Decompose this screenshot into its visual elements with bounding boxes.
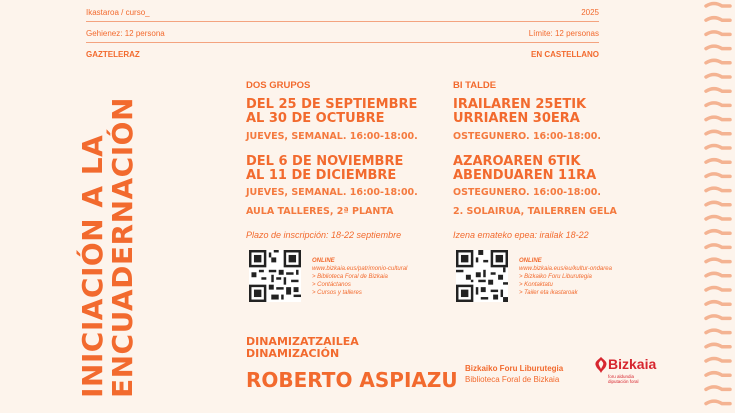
online-link-library-es[interactable]: > Biblioteca Foral de Bizkaia [312,274,388,280]
spiral-coil [706,131,730,134]
group1-schedule-eu: OSTEGUNERO. 16:00-18:00. [453,131,601,142]
spiral-coil [706,344,730,347]
spiral-coil [706,89,730,92]
qr-code-eu[interactable] [456,250,508,302]
group2-dates-eu [453,155,596,183]
spiral-coil [706,46,730,49]
group2-dates-es-line2: AL 11 DE DICIEMBRE [246,168,397,183]
group2-dates-es-line1: DEL 6 DE NOVIEMBRE [246,154,404,169]
spiral-coil [706,330,730,333]
library-name-es: Biblioteca Foral de Bizkaia [465,375,560,384]
place-es: AULA TALLERES, 2ª PLANTA [246,206,394,217]
spiral-coil [706,146,730,149]
header-divider-2 [86,42,599,43]
bizkaia-logo-text: Bizkaia [608,356,657,372]
spiral-coil [706,18,730,21]
spiral-coil [706,231,730,234]
online-title-es: ONLINE [312,258,335,264]
spiral-coil [706,202,730,205]
groups-heading-es: DOS GRUPOS [246,80,311,91]
logo-sub-es: diputación foral [608,379,639,384]
facilitator-name: ROBERTO ASPIAZU [246,368,458,392]
spiral-coil [706,117,730,120]
group1-dates-eu-line1: IRAILAREN 25ETIK [453,97,587,112]
spiral-coil [706,245,730,248]
online-link-courses-es[interactable]: > Cursos y talleres [312,290,362,296]
group2-schedule-eu: OSTEGUNERO. 16:00-18:00. [453,187,601,198]
spiral-coil [706,103,730,106]
online-link-contact-eu[interactable]: > Kontaktatu [519,282,553,288]
place-eu: 2. SOLAIRUA, TAILERREN GELA [453,206,617,217]
groups-heading-eu: BI TALDE [453,80,497,91]
course-title-line-2: ENCUADERNACIÓN [106,97,139,398]
language-tag-eu: GAZTELERAZ [86,50,140,59]
online-link-courses-eu[interactable]: > Tailer eta ikastaroak [519,290,578,296]
spiral-coil [706,217,730,220]
spiral-coil [706,32,730,35]
online-title-eu: ONLINE [519,258,542,264]
deadline-eu: Izena emateko epea: irailak 18-22 [453,230,589,240]
spiral-coil [706,75,730,78]
group2-dates-eu-line1: AZAROAREN 6TIK [453,154,581,169]
language-tag-es: EN CASTELLANO [531,50,599,59]
spiral-coil [706,259,730,262]
course-title-line-1: INICIACIÓN A LA [76,134,109,398]
header-course-label: Ikastaroa / curso_ [86,8,150,17]
capacity-eu: Gehienez: 12 persona [86,29,165,38]
spiral-binding-decoration [700,0,735,413]
group1-dates-eu-line2: URRIAREN 30ERA [453,111,580,126]
online-link-contact-es[interactable]: > Contáctanos [312,282,351,288]
group2-dates-eu-line2: ABENDUAREN 11RA [453,168,597,183]
online-link-url-eu[interactable]: www.bizkaia.eus/eu/kultur-ondarea [519,266,612,272]
course-title [78,88,138,398]
group1-dates-es-line1: DEL 25 DE SEPTIEMBRE [246,97,418,112]
online-info-es [312,257,407,297]
group1-dates-es [246,98,417,126]
header-divider-1 [86,21,599,22]
facilitator-role-eu: DINAMIZATZAILEA [246,335,359,348]
facilitator-role [246,336,359,360]
qr-code-es-icon [249,250,301,302]
spiral-coil [706,302,730,305]
qr-code-eu-icon [456,250,508,302]
spiral-coil [706,273,730,276]
online-link-library-eu[interactable]: > Bizkaiko Foru Liburutegia [519,274,592,280]
spiral-coil [706,288,730,291]
group1-dates-eu [453,98,586,126]
spiral-coil [706,316,730,319]
logo-sub-eu: foru aldundia [608,374,635,379]
spiral-coil [706,188,730,191]
group2-schedule-es: JUEVES, SEMANAL. 16:00-18:00. [246,187,418,198]
capacity-es: Límite: 12 personas [528,29,599,38]
spiral-coil [706,174,730,177]
library-name [465,363,563,385]
facilitator-role-es: DINAMIZACIÓN [246,347,340,360]
group1-dates-es-line2: AL 30 DE OCTUBRE [246,111,385,126]
spiral-coil [706,359,730,362]
bizkaia-logo-subtitle [608,374,639,384]
online-link-url-es[interactable]: www.bizkaia.eus/patrimonio-cultural [312,266,408,272]
group1-schedule-es: JUEVES, SEMANAL. 16:00-18:00. [246,131,418,142]
group2-dates-es [246,155,403,183]
spiral-coil [706,4,730,7]
header-year: 2025 [581,8,599,17]
qr-code-es[interactable] [249,250,301,302]
spiral-coil [706,160,730,163]
bizkaia-tree-icon [594,357,608,373]
spiral-coil [706,60,730,63]
bizkaia-logo [594,356,657,392]
library-name-eu: Bizkaiko Foru Liburutegia [465,364,564,373]
deadline-es: Plazo de inscripción: 18-22 septiembre [246,230,402,240]
online-info-eu [519,257,612,297]
spiral-coil [706,401,730,404]
spiral-coil [706,387,730,390]
spiral-coil [706,373,730,376]
